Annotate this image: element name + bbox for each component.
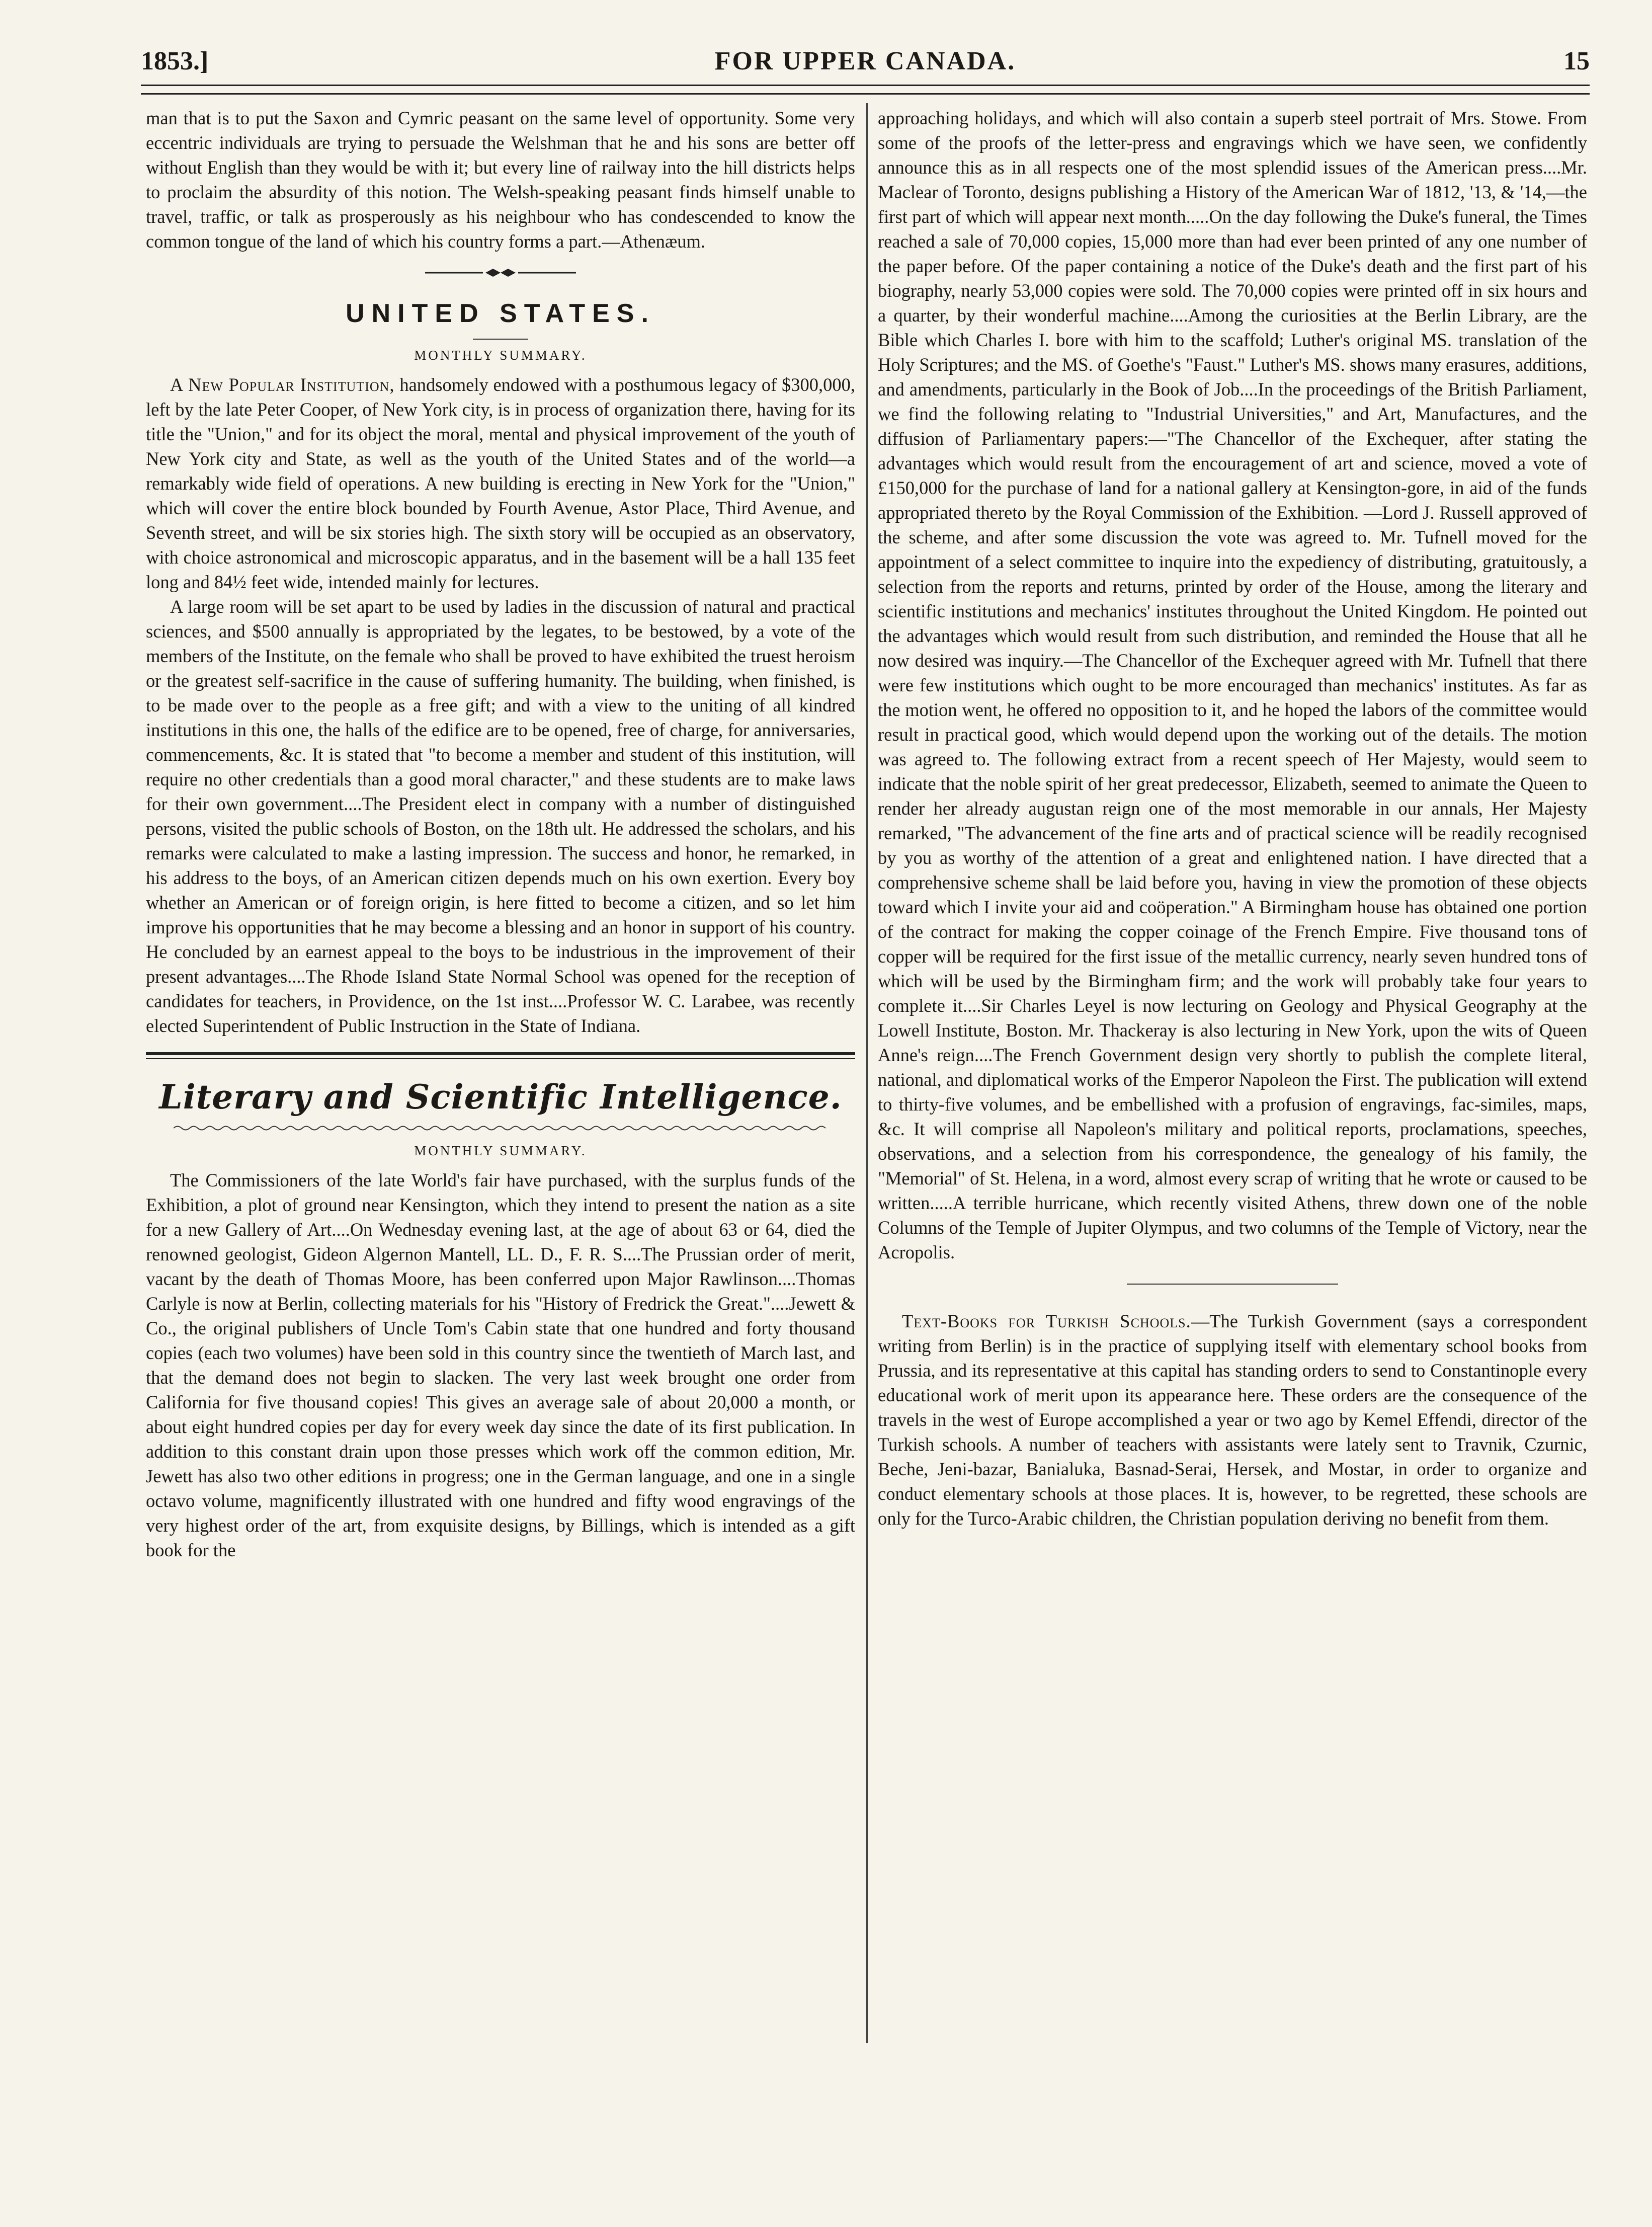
us-paragraph-1-text: handsomely endowed with a posthumous legacy of $300,000, left by the late Peter Cooper, of New York city, is in process of organization there, having for its title the "Union," and for its object the moral, mental and physical improvement of the youth of New York city and State, as well as the youth of the United States and of the world—a remarkably wide field of operations. A new building is erecting in New York for the "Union," which will cover the entire block bounded by Fourth Avenue, Astor Place, Third Avenue, and Seventh street, and will be six stories high. The sixth story will be occupied as an observatory, with choice astronomical and microscopic apparatus, and in the basement will be a hall 135 feet long and 84½ feet wide, intended mainly for lectures. [146, 374, 855, 592]
column-divider [866, 103, 868, 2043]
header-double-rule [141, 85, 1590, 95]
wavy-rule [146, 1125, 855, 1134]
header-year: 1853.] [141, 47, 209, 75]
left-column [146, 106, 855, 1562]
section-thin-rule [146, 1058, 855, 1059]
ornament-divider-icon [420, 267, 581, 279]
header-title: FOR UPPER CANADA. [714, 47, 1016, 75]
heading-rule [473, 339, 528, 340]
us-article [146, 372, 855, 1038]
literary-paragraph-1: The Commissioners of the late World's fair have purchased, with the surplus funds of the Exhibition, a plot of ground near Kensington, which they intend to present the nation as a site for a new Gallery of Art....On Wednesday evening last, at the age of about 63 or 64, died the renowned geologist, Gideon Algernon Mantell, LL. D., F. R. S....The Prussian order of merit, vacant by the death of Thomas Moore, has been conferred upon Major Rawlinson....Thomas Carlyle is now at Berlin, collecting materials for his "History of Fredrick the Great."....Jewett & Co., the original publishers of Uncle Tom's Cabin state that one hundred and forty thousand copies (each two volumes) have been sold in this country since the twentieth of March last, and that the demand does not begin to slacken. The very last week brought one order from California for five thousand copies! This gives an average sale of about 20,000 a month, or about eight hundred copies per day for every week day since the date of its first publication. In addition to this constant drain upon those presses which work off the common edition, Mr. Jewett has also two other editions in progress; one in the German language, and one in a single octavo volume, magnificently illustrated with one hundred and fifty wood engravings of the very highest order of the art, from exquisite designs, by Billings, which is intended as a gift book for the [146, 1170, 855, 1560]
literary-monthly-summary: MONTHLY SUMMARY. [414, 1143, 587, 1158]
united-states-heading: UNITED STATES. [346, 299, 655, 328]
page-number: 15 [1563, 47, 1590, 75]
literary-article [146, 1168, 855, 1562]
turkish-paragraph-text: —The Turkish Government (says a correspondent writing from Berlin) is in the practice of supplying itself with elementary school books from Prussia, and its representative at this capital has standing orders to send to Constantinople every educational work of merit upon its appearance here. These orders are the consequence of the travels in the west of Europe accomplished a year or two ago by Kemel Effendi, director of the Turkish schools. A number of teachers with assistants were lately sent to Travnik, Czurnic, Beche, Jeni-bazar, Banialuka, Basnad-Serai, Hersek, and Mostar, in order to organize and conduct elementary schools at those places. It is, however, to be regretted, these schools are only for the Turco-Arabic children, the Christian population deriving no benefit from them. [878, 1311, 1587, 1529]
us-lead-in: A New Popular Institution, [170, 374, 395, 395]
turkish-paragraph [878, 1309, 1587, 1531]
literary-heading: Literary and Scientific Intelligence. [159, 1077, 842, 1117]
right-column [878, 106, 1587, 1531]
turkish-lead-in: Text-Books for Turkish Schools. [902, 1311, 1191, 1331]
page-header [141, 46, 1590, 82]
literary-article-continued [878, 106, 1587, 1264]
us-monthly-summary: MONTHLY SUMMARY. [414, 348, 587, 363]
us-paragraph-2: A large room will be set apart to be used by ladies in the discussion of natural and practical sciences, and $500 annually is appropriated by the legates, to be bestowed, by a vote of the members of the Institute, on the female who shall be proved to have exhibited the truest heroism or the greatest self-sacrifice in the cause of suffering humanity. The building, when finished, is to be made over to the people as a free gift; and with a view to the uniting of all kindred institutions in this one, the halls of the edifice are to be opened, free of charge, for anniversaries, commencements, &c. It is stated that "to become a member and student of this institution, will require no other credentials than a good moral character," and these students are to make laws for their own government....The President elect in company with a number of distinguished persons, visited the public schools of Boston, on the 18th ult. He addressed the scholars, and his remarks were calculated to make a lasting impression. The success and honor, he remarked, in his address to the boys, of an American citizen depends much on his own exertion. Every boy whether an American or of foreign origin, is here fitted to become a citizen, and so let him improve his opportunities that he may become a blessing and an honor in support of his country. He concluded by an earnest appeal to the boys to be industrious in the improvement of their present advantages....The Rhode Island State Normal School was opened for the reception of candidates for teachers, in Providence, on the 1st inst....Professor W. C. Larabee, was recently elected Superintendent of Public Instruction in the State of Indiana. [146, 596, 855, 1036]
right-paragraph-1: approaching holidays, and which will also contain a superb steel portrait of Mrs. Stowe. From some of the proofs of the letter-press and engravings which we have seen, we confidently announce this as in all respects one of the most splendid issues of the American press....Mr. Maclear of Toronto, designs publishing a History of the American War of 1812, '13, & '14,—the first part of which will appear next month.....On the day following the Duke's funeral, the Times reached a sale of 70,000 copies, 15,000 more than had ever been printed of any one number of the paper before. Of the paper containing a notice of the Duke's death and the first part of his biography, nearly 53,000 copies were sold. The 70,000 copies were printed off in six hours and a quarter, by their wonderful machine....Among the curiosities at the Berlin Library, are the Bible which Charles I. bore with him to the scaffold; Luther's original MS. translation of the Holy Scriptures; and the MS. of Goethe's "Faust." Luther's MS. shows many erasures, additions, and amendments, particularly in the Book of Job....In the proceedings of the British Parliament, we find the following relating to "Industrial Universities," and Art, Manufactures, and the diffusion of Parliamentary papers:—"The Chancellor of the Exchequer, after stating the advantages which would result from the encouragement of art and science, moved a vote of £150,000 for the purchase of land for a national gallery at Kensington-gore, in aid of the funds appropriated thereto by the Royal Commission of the Exhibition. —Lord J. Russell approved of the scheme, and after some discussion the vote was agreed to. Mr. Tufnell moved for the appointment of a select committee to inquire into the expediency of distributing, gratuitously, a selection from the reports and returns, printed by order of the House, among the literary and scientific institutions and mechanics' institutes throughout the United Kingdom. He pointed out the advantages which would result from such distribution, and reminded the House that all he now desired was inquiry.—The Chancellor of the Exchequer agreed with Mr. Tufnell that there were few institutions which ought to be more encouraged than mechanics' institutes. As far as the motion went, he offered no opposition to it, and he hoped the labors of the committee would result in practical good, which would depend upon the working out of the details. The motion was agreed to. The following extract from a recent speech of Her Majesty, would seem to indicate that the noble spirit of her great predecessor, Elizabeth, seemed to animate the Queen to render her already augustan reign one of the most memorable in our annals, Her Majesty remarked, "The advancement of the fine arts and of practical science will be readily recognised by you as worthy of the attention of a great and enlightened nation. I have directed that a comprehensive scheme shall be laid before you, having in view the promotion of these objects toward which I invite your aid and coöperation." A Birmingham house has obtained one portion of the contract for making the copper coinage of the French Empire. Five thousand tons of copper will be required for the first issue of the metallic currency, nearly seven hundred tons of which will be used by the Birmingham firm; and the work will probably take four years to complete it....Sir Charles Leyel is now lecturing on Geology and Physical Geography at the Lowell Institute, Boston. Mr. Thackeray is also lecturing in New York, upon the wits of Queen Anne's reign....The French Government design very shortly to publish the complete literal, national, and diplomatical works of the Emperor Napoleon the First. The publication will extend to thirty-five volumes, and be embellished with a profusion of engravings, fac-similes, maps, &c. It will comprise all Napoleon's military and political reports, proclamations, speeches, observations, and a selection from his correspondence, the genealogy of his family, the "Memorial" of St. Helena, in a word, almost every scrap of writing that he wrote or caused to be written.....A terrible hurricane, which recently visited Athens, threw down one of the noble Columns of the Temple of Jupiter Olympus, and two columns of the Temple of Victory, near the Acropolis. [878, 108, 1587, 1262]
section-heavy-rule [146, 1052, 855, 1055]
continued-paragraph: man that is to put the Saxon and Cymric peasant on the same level of opportunity. Some very eccentric individuals are trying to persuade the Welshman that he and his sons are better off without English than they would be with it; but every line of railway into the hill districts helps to proclaim the absurdity of this notion. The Welsh-speaking peasant finds himself unable to travel, traffic, or talk as prosperously as his neighbour who has condescended to know the common tongue of the land of which his country forms a part.—Athenæum. [146, 108, 855, 252]
turkish-article [878, 1309, 1587, 1531]
section-ornament [146, 267, 855, 281]
article-separator-rule [1127, 1284, 1338, 1285]
continued-article [146, 106, 855, 254]
us-paragraph-1 [146, 372, 855, 594]
wavy-line-icon [174, 1125, 828, 1132]
